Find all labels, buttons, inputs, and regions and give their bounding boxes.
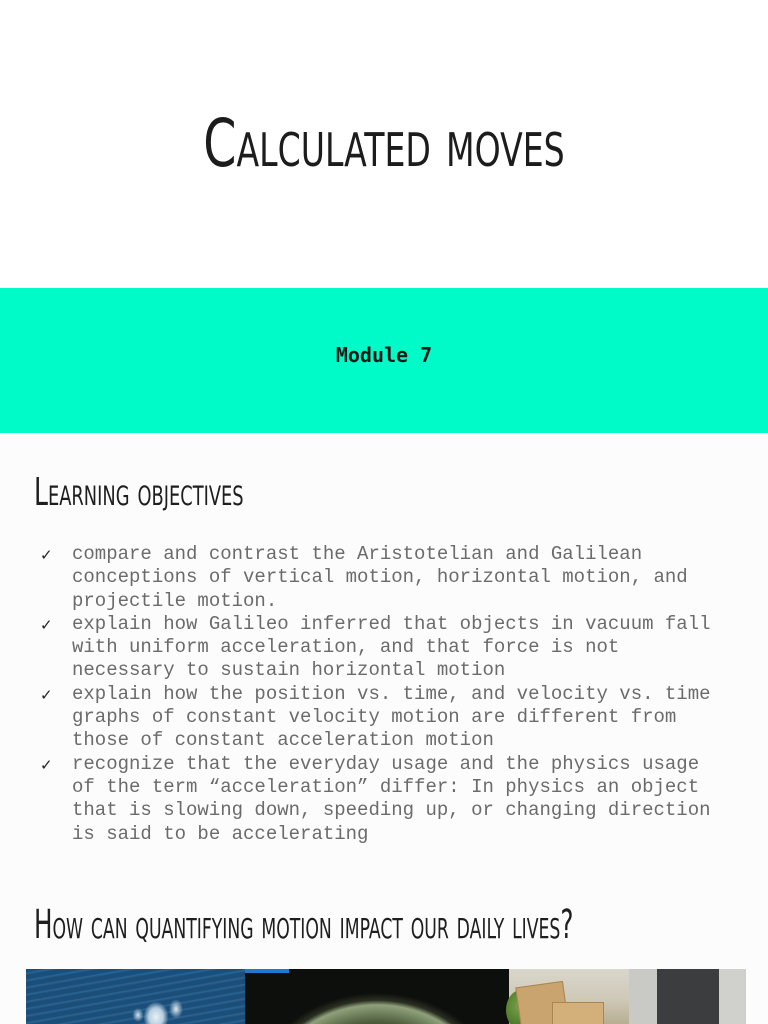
objective-line: recognize that the everyday usage and the physics usage	[72, 752, 700, 775]
objective-line: explain how the position vs. time, and velocity vs. time	[72, 682, 711, 705]
objective-item	[38, 753, 738, 846]
objective-line: graphs of constant velocity motion are different from	[72, 706, 677, 729]
objective-line: that is slowing down, speeding up, or changing direction	[72, 799, 711, 822]
earth-photo	[245, 969, 509, 1024]
check-icon: ✓	[40, 546, 53, 564]
question-heading: How can quantifying motion impact our daily lives?	[34, 902, 574, 948]
objective-item	[38, 543, 738, 613]
objective-line: is said to be accelerating	[72, 822, 369, 845]
check-icon: ✓	[40, 615, 53, 634]
objective-line: conceptions of vertical motion, horizontal motion, and	[72, 566, 688, 589]
objective-line: explain how Galileo inferred that objects in vacuum fall	[72, 612, 711, 635]
objective-item	[38, 613, 738, 683]
earth-photo-edge	[245, 969, 289, 973]
learning-objectives-heading: Learning objectives	[34, 470, 244, 514]
objectives-list	[38, 543, 738, 846]
objective-line: compare and contrast the Aristotelian and Galilean	[72, 543, 643, 565]
objective-line: of the term “acceleration” differ: In physics an object	[72, 775, 700, 798]
objective-line: those of constant acceleration motion	[72, 729, 494, 752]
objective-line: with uniform acceleration, and that force is not	[72, 636, 620, 659]
cardboard-box-graphic	[552, 1002, 604, 1024]
water-splash-photo	[26, 969, 245, 1024]
module-label: Module 7	[335, 343, 433, 367]
document-title: Calculated moves	[203, 105, 565, 182]
check-icon: ✓	[40, 755, 53, 774]
objective-line: necessary to sustain horizontal motion	[72, 659, 506, 682]
photo-strip	[26, 969, 746, 1024]
objective-item	[38, 683, 738, 753]
check-icon: ✓	[40, 685, 53, 704]
objective-line: projectile motion.	[72, 589, 278, 612]
